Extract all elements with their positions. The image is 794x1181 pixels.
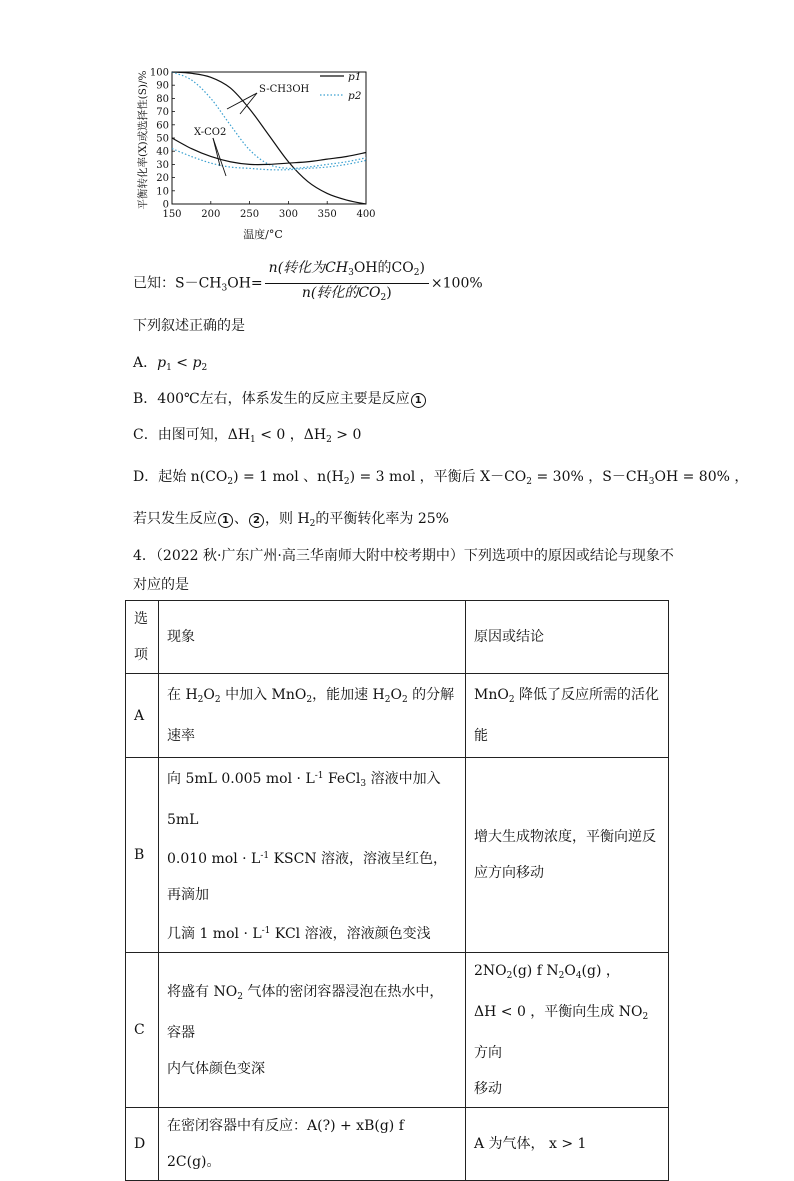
y-tick-label: 90 — [156, 80, 169, 92]
annotation-s-ch3oh — [227, 84, 310, 114]
row-reason: $2NO_2(g)$ f $N_2O_4(g)$ ， ΔH < 0 ，平衡向生成 $NO_2$ 方向 移动 — [466, 953, 669, 1108]
annotation-s-pointer-1 — [227, 93, 257, 109]
annotation-s-label: S-CH3OH — [259, 84, 310, 95]
equilibrium-chart — [128, 62, 378, 242]
y-axis-label: 平衡转化率(X)或选择性(S)/% — [137, 70, 149, 210]
x-tick-label: 250 — [240, 209, 260, 220]
reaction-1-mark: 1 — [411, 393, 426, 408]
y-tick-label: 40 — [156, 146, 169, 158]
reason-table — [125, 600, 669, 1181]
x-axis-label: 温度/°C — [243, 228, 283, 241]
row-phenomenon: 将盛有 $NO_2$ 气体的密闭容器浸泡在热水中，容器 内气体颜色变深 — [159, 953, 466, 1108]
y-tick-label: 10 — [156, 186, 169, 198]
row-key: C — [126, 953, 159, 1108]
x-tick-label: 150 — [162, 209, 182, 220]
y-tick-label: 70 — [156, 107, 169, 119]
header-phenomenon: 现象 — [159, 601, 466, 674]
x-tick-label: 350 — [317, 209, 337, 220]
option-b: B．400℃左右，体系发生的反应主要是反应 1 — [133, 389, 427, 409]
x-tick-label: 200 — [201, 209, 221, 220]
header-option: 选 项 — [126, 601, 159, 674]
legend-p2-label: p2 — [348, 90, 362, 102]
row-phenomenon: 向 5mL 0.005 mol · $L^{-1}$ FeCl$_3$ 溶液中加入 5mL 0.010 mol · $L^{-1}$ KSCN 溶液，溶液呈红色，再滴加 几滴 1 mol · $L^{-1}$ KCl 溶液，溶液颜色变浅 — [159, 758, 466, 953]
table-row — [126, 953, 669, 1108]
row-key: A — [126, 674, 159, 758]
x-tick-label: 300 — [278, 209, 298, 220]
row-phenomenon: 在密闭容器中有反应：A(?) + xB(g) f 2C(g)。 — [159, 1108, 466, 1181]
option-a: A．$p_1 < p_2$ — [133, 355, 208, 373]
legend — [320, 71, 362, 102]
y-tick-label: 30 — [156, 159, 169, 171]
y-tick-label: 20 — [156, 173, 169, 185]
series-line-3 — [172, 149, 366, 170]
y-tick-label: 100 — [149, 67, 169, 79]
row-reason: 增大生成物浓度，平衡向逆反 应方向移动 — [466, 758, 669, 953]
question-4-line-2: 对应的是 — [133, 577, 189, 593]
table-row — [126, 1108, 669, 1181]
annotation-x-label: X-CO2 — [194, 127, 227, 138]
known-formula: 已知：$S-CH_3OH=$ $\frac{n(转化为CH_3OH的CO_2)}{n(转化的CO_2)}$ ×100% — [133, 260, 483, 296]
selectivity-fraction: $\frac{n(转化为CH_3OH的CO_2)}{n(转化的CO_2)}$ — [265, 260, 429, 307]
option-d: D．起始 $n(CO_2) = 1$ mol 、$n(H_2) = 3$ mol ，平衡后 $X-CO_2 = 30\%$ ，$S-CH_3OH = 80\%$ ， — [133, 469, 749, 487]
reaction-1-mark: 1 — [218, 513, 233, 528]
row-reason: MnO$_2$ 降低了反应所需的活化 能 — [466, 674, 669, 758]
table-header-row — [126, 601, 669, 674]
x-tick-label: 400 — [356, 209, 376, 220]
question-stem: 下列叙述正确的是 — [133, 318, 245, 334]
y-tick-label: 0 — [162, 199, 169, 211]
annotation-s-pointer-2 — [240, 93, 257, 114]
table-row — [126, 674, 669, 758]
y-tick-label: 50 — [156, 133, 169, 145]
header-reason: 原因或结论 — [466, 601, 669, 674]
annotation-x-pointer-2 — [213, 138, 226, 176]
question-4-line-1: 4．（2022 秋·广东广州·高三华南师大附中校考期中）下列选项中的原因或结论与现象不 — [133, 548, 674, 564]
y-tick-label: 80 — [156, 93, 169, 105]
legend-p1-label: p1 — [348, 71, 362, 83]
row-key: B — [126, 758, 159, 953]
option-d-continued: 若只发生反应 1 、 2 ，则 $H_2$的平衡转化率为 25% — [133, 511, 449, 529]
option-c: C．由图可知，$\Delta H_1 < 0$ ，$\Delta H_2 > 0$ — [133, 427, 362, 445]
reaction-2-mark: 2 — [249, 513, 264, 528]
y-tick-label: 60 — [156, 120, 169, 132]
row-key: D — [126, 1108, 159, 1181]
row-phenomenon: 在 $H_2O_2$ 中加入 MnO$_2$，能加速 $H_2O_2$ 的分解速率 — [159, 674, 466, 758]
table-row — [126, 758, 669, 953]
series-line-2 — [172, 138, 366, 165]
row-reason: A 为气体， x > 1 — [466, 1108, 669, 1181]
